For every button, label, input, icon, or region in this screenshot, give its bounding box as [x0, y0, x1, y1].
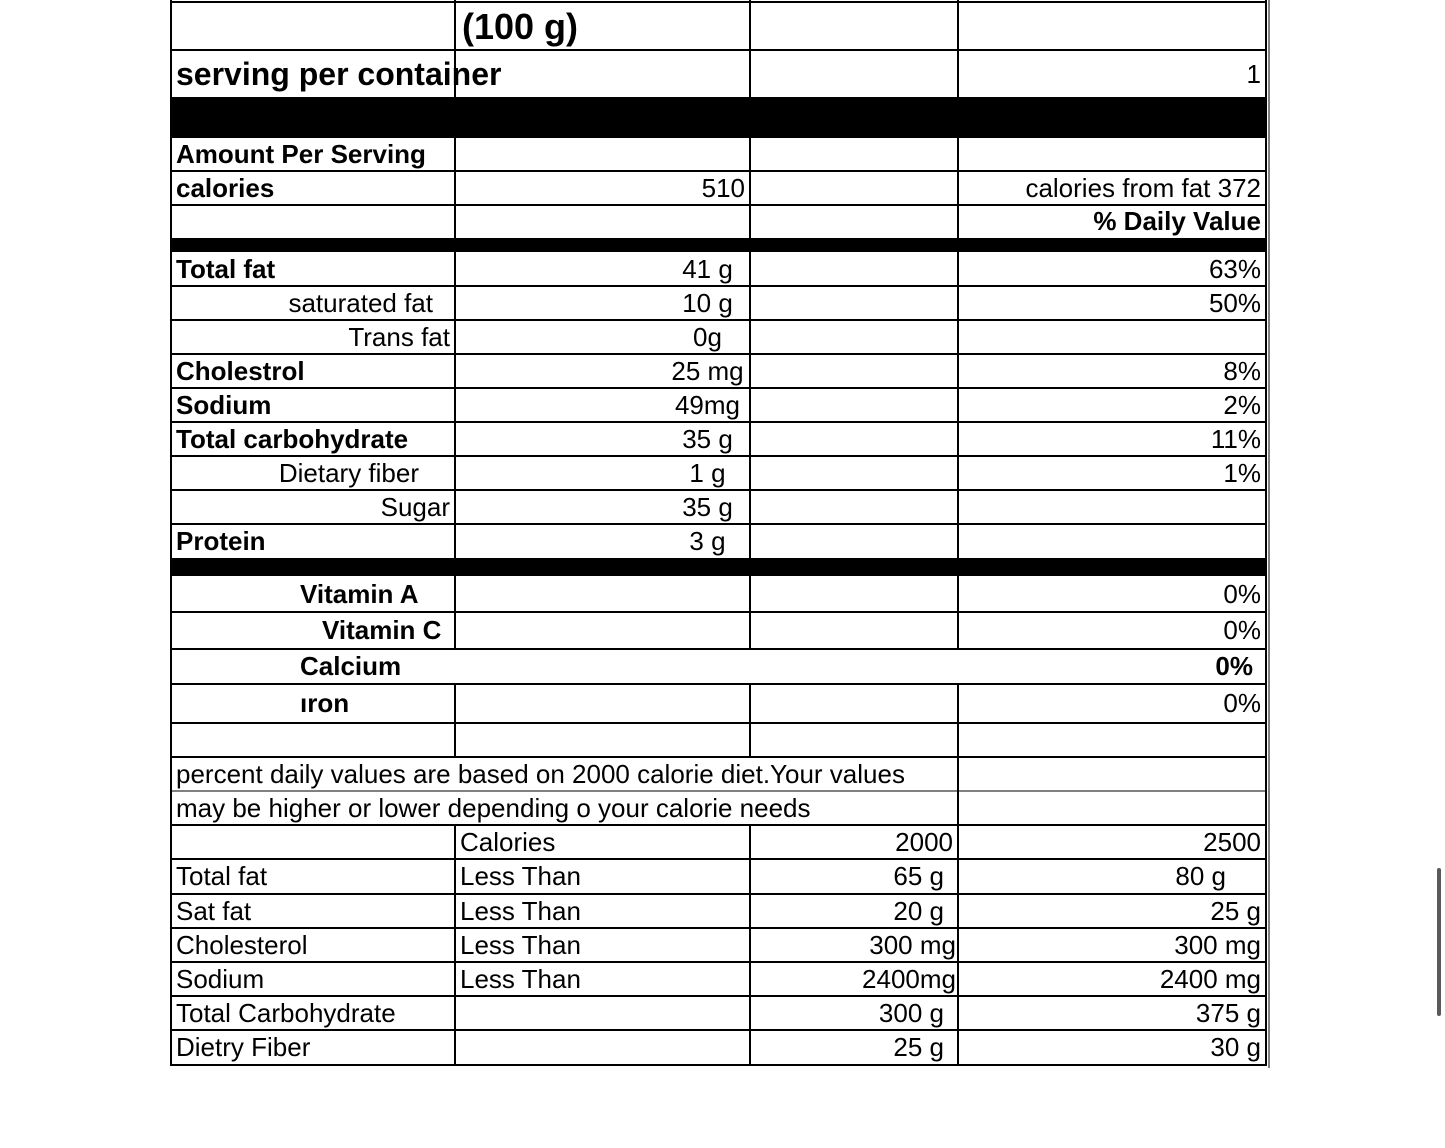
reference-value-2000: 25 g: [893, 1032, 944, 1062]
reference-value-2500: 80 g: [1175, 861, 1226, 891]
nutrient-name: Total carbohydrate: [176, 423, 409, 454]
reference-limit: Less Than: [460, 963, 581, 994]
nutrient-name: Total fat: [176, 253, 276, 284]
vitamin-name: ıron: [300, 688, 350, 718]
nutrient-amount: 41 g: [682, 253, 733, 284]
nutrient-name: Sugar: [380, 491, 450, 522]
nutrient-daily-value: 63%: [1208, 253, 1261, 284]
reference-value-2500: 30 g: [1210, 1032, 1261, 1062]
nutrient-name: Dietary fiber: [278, 457, 419, 488]
servings-value: 1: [1246, 59, 1261, 89]
reference-nutrient: Total fat: [176, 861, 268, 891]
vertical-scrollbar[interactable]: [1437, 868, 1441, 1016]
nutrient-daily-value: [958, 320, 1266, 354]
nutrient-daily-value: 50%: [1208, 287, 1261, 318]
nutrient-name: saturated fat: [288, 287, 433, 318]
nutrient-daily-value: 1%: [1223, 457, 1261, 488]
reference-limit: [455, 996, 750, 1030]
vitamin-name: Vitamin C: [322, 615, 442, 645]
serving-size: (100 g): [462, 6, 579, 47]
nutrient-amount: 25 mg: [671, 355, 744, 386]
reference-value-2000: 65 g: [893, 861, 944, 891]
reference-value-2500: 2400 mg: [1159, 963, 1261, 994]
reference-value-2000: 2400mg: [862, 963, 956, 994]
reference-limit: Less Than: [460, 861, 581, 891]
reference-value-2500: 375 g: [1195, 997, 1261, 1028]
nutrient-amount: 35 g: [682, 423, 733, 454]
reference-nutrient: Dietry Fiber: [176, 1032, 311, 1062]
nutrient-daily-value: [958, 524, 1266, 558]
vitamin-daily-value: 0%: [1223, 688, 1261, 718]
vitamin-daily-value: 0%: [1223, 615, 1261, 645]
reference-value-2000: 20 g: [893, 895, 944, 926]
nutrient-name: Cholestrol: [176, 355, 305, 386]
reference-value-2500: 25 g: [1210, 895, 1261, 926]
reference-col-2500: 2500: [1203, 826, 1261, 857]
footnote-line: percent daily values are based on 2000 calorie diet.Your values: [176, 758, 905, 789]
calories-value: 510: [701, 172, 745, 203]
nutrient-amount: 3 g: [689, 525, 726, 556]
separator-bar: [171, 238, 1267, 252]
reference-nutrient: Sat fat: [176, 895, 252, 926]
servings-label: serving per container: [176, 56, 502, 92]
nutrient-amount: 35 g: [682, 491, 733, 522]
vitamin-daily-value: 0%: [1215, 651, 1253, 681]
reference-value-2000: 300 g: [878, 997, 944, 1028]
nutrient-daily-value: [958, 490, 1266, 524]
nutrient-daily-value: 2%: [1223, 389, 1261, 420]
separator-band: [171, 97, 1267, 138]
reference-nutrient: Cholesterol: [176, 929, 308, 960]
footnote-line: may be higher or lower depending o your calorie needs: [176, 792, 811, 823]
nutrient-name: Trans fat: [348, 321, 450, 352]
reference-limit: [455, 1030, 750, 1065]
vitamin-name: Calcium: [300, 651, 402, 681]
nutrient-amount: 10 g: [682, 287, 733, 318]
nutrient-amount: 0g: [693, 321, 722, 352]
nutrient-amount: 1 g: [689, 457, 726, 488]
reference-value-2000: 300 mg: [869, 929, 956, 960]
amount-per-serving: Amount Per Serving: [176, 139, 426, 169]
nutrient-name: Sodium: [176, 389, 272, 420]
reference-limit: Less Than: [460, 895, 581, 926]
calories-label: calories: [176, 172, 275, 203]
nutrient-amount: 49mg: [674, 389, 741, 420]
reference-col-2000: 2000: [895, 826, 953, 857]
vitamin-daily-value: 0%: [1223, 578, 1261, 609]
nutrient-daily-value: 11%: [1210, 423, 1261, 454]
separator-bar: [171, 558, 1267, 576]
vitamin-name: Vitamin A: [300, 578, 419, 609]
daily-value-header: % Daily Value: [1093, 206, 1261, 236]
reference-value-2500: 300 mg: [1174, 929, 1261, 960]
reference-limit: Less Than: [460, 929, 581, 960]
nutrient-daily-value: 8%: [1223, 355, 1261, 386]
reference-nutrient: Sodium: [176, 963, 265, 994]
reference-calories-label: Calories: [460, 826, 556, 857]
calories-from-fat: calories from fat 372: [1025, 172, 1261, 203]
reference-nutrient: Total Carbohydrate: [176, 997, 396, 1028]
nutrient-name: Protein: [176, 525, 266, 556]
